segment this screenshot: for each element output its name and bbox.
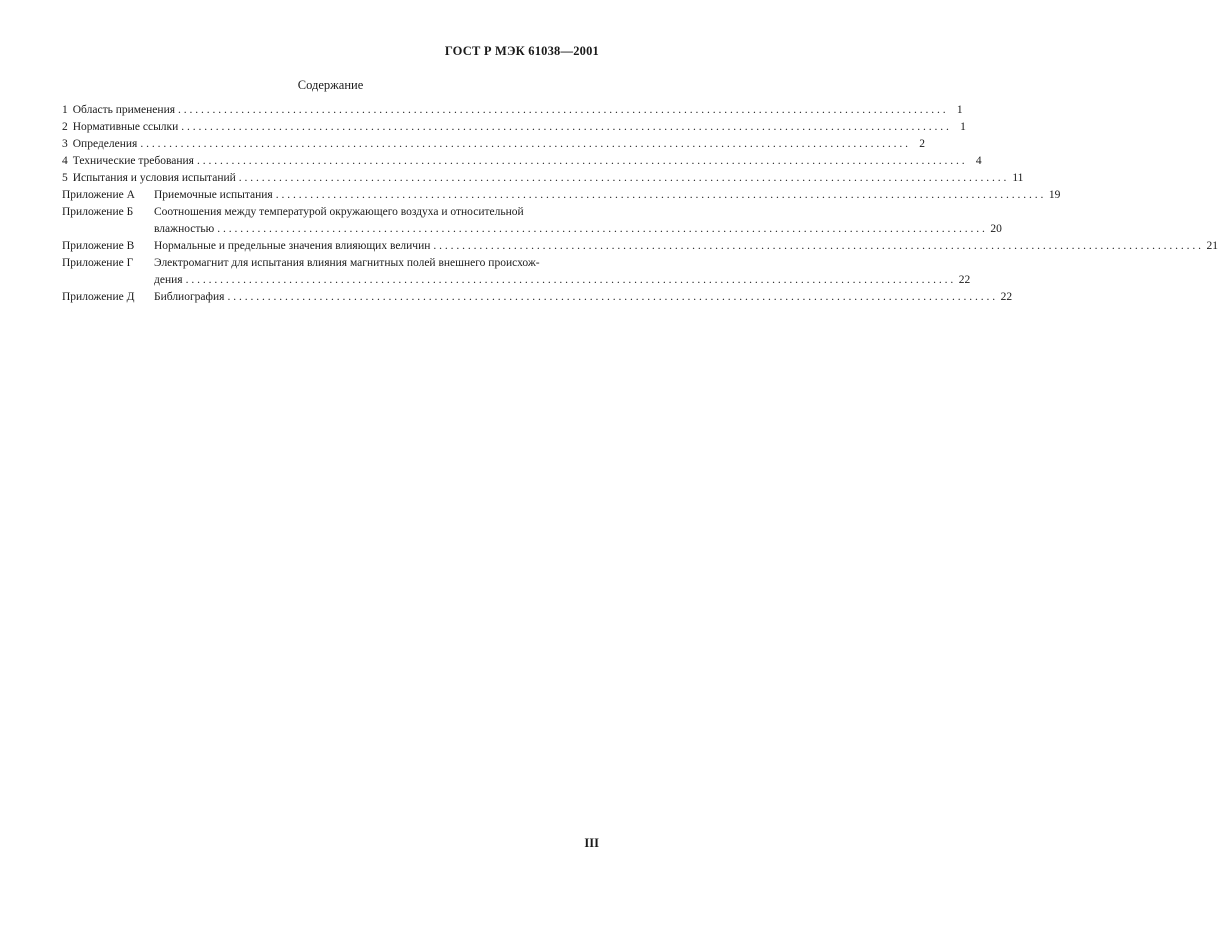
appendix-title: Приемочные испытания	[154, 189, 273, 201]
toc-appendix-v[interactable]	[62, 238, 1218, 255]
appendix-prefix: Приложение Г	[62, 257, 134, 269]
toc-entry[interactable]	[62, 136, 925, 153]
leader-dots	[430, 238, 1204, 255]
page-ref: 20	[990, 223, 1002, 235]
leader-dots	[273, 187, 1047, 204]
toc-entry[interactable]	[62, 153, 982, 170]
toc-appendix-b[interactable]	[62, 204, 1002, 238]
page-number: III	[584, 836, 599, 850]
toc-entry[interactable]	[62, 102, 963, 119]
page-ref: 1	[956, 104, 963, 116]
section-number: 5	[62, 172, 68, 184]
appendix-title: Электромагнит для испытания влияния магнитных полей внешнего происхож-	[154, 257, 540, 269]
page-ref: 1	[960, 121, 966, 133]
appendix-title: Соотношения между температурой окружающего воздуха и относительной	[154, 206, 524, 218]
leader-dots	[137, 136, 911, 153]
section-number: 2	[62, 121, 68, 133]
toc-entry[interactable]	[62, 119, 966, 136]
appendix-prefix: Приложение Д	[62, 291, 135, 303]
leader-dots	[178, 119, 952, 136]
appendix-title: Библиография	[154, 291, 225, 303]
toc-entry[interactable]	[62, 170, 1024, 187]
leader-dots	[183, 272, 957, 289]
table-of-contents	[62, 102, 1218, 306]
section-title: Определения	[72, 138, 138, 150]
leader-dots	[236, 170, 1010, 187]
page-ref: 2	[919, 138, 925, 150]
document-header: ГОСТ Р МЭК 61038—2001	[444, 44, 599, 58]
page-ref: 19	[1048, 189, 1061, 201]
page-ref: 22	[1000, 291, 1013, 303]
leader-dots	[224, 289, 998, 306]
section-number: 1	[62, 104, 68, 116]
page-ref: 4	[975, 155, 982, 167]
appendix-prefix: Приложение Б	[62, 206, 134, 218]
appendix-title-continuation: влажностью	[154, 223, 215, 235]
page-ref: 22	[958, 274, 971, 286]
section-title: Испытания и условия испытаний	[72, 172, 236, 184]
appendix-prefix: Приложение В	[62, 240, 135, 252]
section-title: Область применения	[72, 104, 176, 116]
toc-appendix-g[interactable]	[62, 255, 971, 289]
section-number: 3	[62, 138, 68, 150]
section-title: Технические требования	[72, 155, 194, 167]
toc-title: Содержание	[297, 78, 364, 92]
leader-dots	[175, 102, 949, 119]
section-title: Нормативные ссылки	[72, 121, 179, 133]
leader-dots	[214, 221, 988, 238]
appendix-prefix: Приложение А	[62, 189, 135, 201]
leader-dots	[194, 153, 968, 170]
appendix-title: Нормальные и предельные значения влияющих величин	[154, 240, 431, 252]
page-ref: 11	[1012, 172, 1024, 184]
section-number: 4	[62, 155, 68, 167]
toc-appendix-a[interactable]	[62, 187, 1061, 204]
page-ref: 21	[1206, 240, 1218, 252]
toc-appendix-d[interactable]	[62, 289, 1013, 306]
appendix-title-continuation: дения	[154, 274, 183, 286]
